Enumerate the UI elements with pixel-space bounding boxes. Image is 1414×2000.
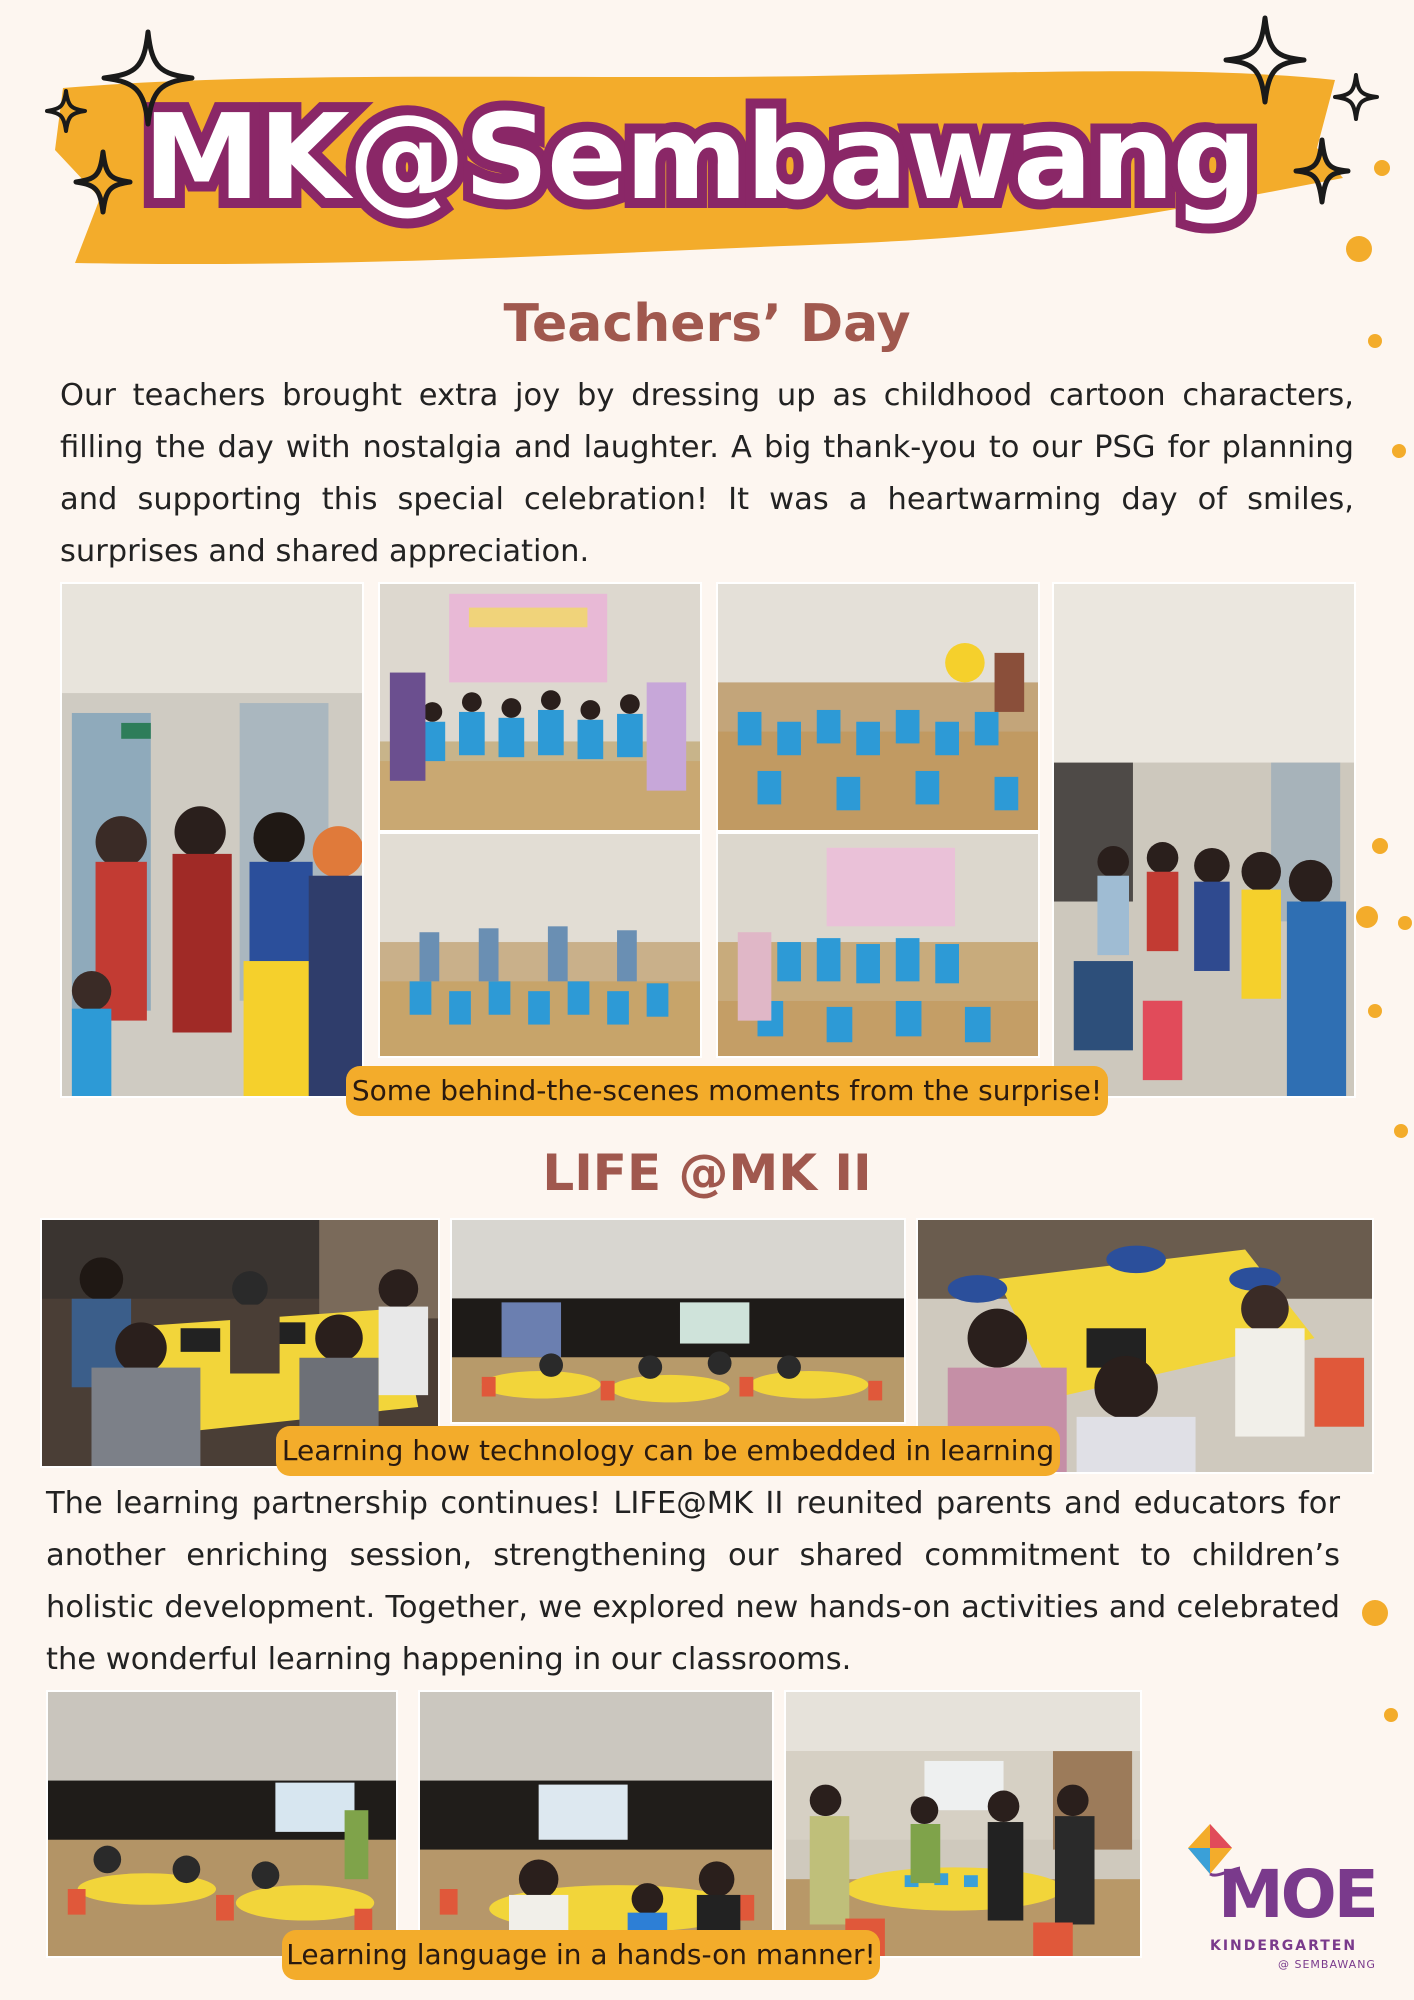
photo-teachers-costumes [60,582,364,1098]
teachers-day-paragraph: Our teachers brought extra joy by dressing up as childhood cartoon characters, filling the day with nostalgia and laughter. A big thank-you to our PSG for planning and supporting this special celebration! It was a heartwarming day of smiles, surprises and shared appreciation. [60,378,1354,569]
photo-group-class-4 [716,832,1040,1058]
photo-hall-presentation [450,1218,906,1424]
logo-subtitle: KINDERGARTEN [1210,1938,1358,1954]
decor-dot [1398,916,1412,930]
section-title-life-mk: LIFE @MK II [542,1144,872,1202]
title-banner [55,58,1343,273]
logo-location: @ SEMBAWANG [1278,1958,1376,1971]
photo-hall-session-2 [418,1690,774,1958]
sparkle-icon [1222,14,1308,106]
decor-dot [1394,1124,1408,1138]
sparkle-icon [72,148,134,216]
photo-hall-session-1 [46,1690,398,1958]
decor-dot [1362,1600,1388,1626]
sparkle-icon [100,28,196,128]
page-title: MK@Sembawang [142,88,1256,226]
decor-dot [1372,838,1388,854]
life-mk-paragraph: The learning partnership continues! LIFE@MK II reunited parents and educators for another enriching session, strengthening our shared commitment to children’s holistic development. Together, we explored new hands-on activities and celebrated the wonderful learning happening in our classrooms. [46,1486,1340,1677]
decor-dot [1392,444,1406,458]
sparkle-small-icon [1332,72,1380,122]
sparkle-icon [1292,136,1352,206]
photo-group-class-3 [716,582,1040,832]
caption-technology: Learning how technology can be embedded in learning [276,1426,1060,1476]
decor-dot [1368,1004,1382,1018]
section-title-teachers-day: Teachers’ Day [503,294,911,354]
logo-wordmark: MOE [1218,1856,1376,1933]
sparkle-small-icon [44,88,88,134]
decor-dot [1374,160,1390,176]
photo-hands-on-activity [784,1690,1142,1958]
photo-group-class-1 [378,582,702,832]
decor-dot [1356,906,1378,928]
decor-dot [1384,1708,1398,1722]
photo-group-class-2 [378,832,702,1058]
caption-teachers-day: Some behind-the-scenes moments from the surprise! [346,1066,1108,1116]
caption-language: Learning language in a hands-on manner! [282,1930,880,1980]
decor-dot [1346,236,1372,262]
moe-kindergarten-logo [1180,1820,1400,1990]
photo-teachers-seated [1052,582,1356,1098]
